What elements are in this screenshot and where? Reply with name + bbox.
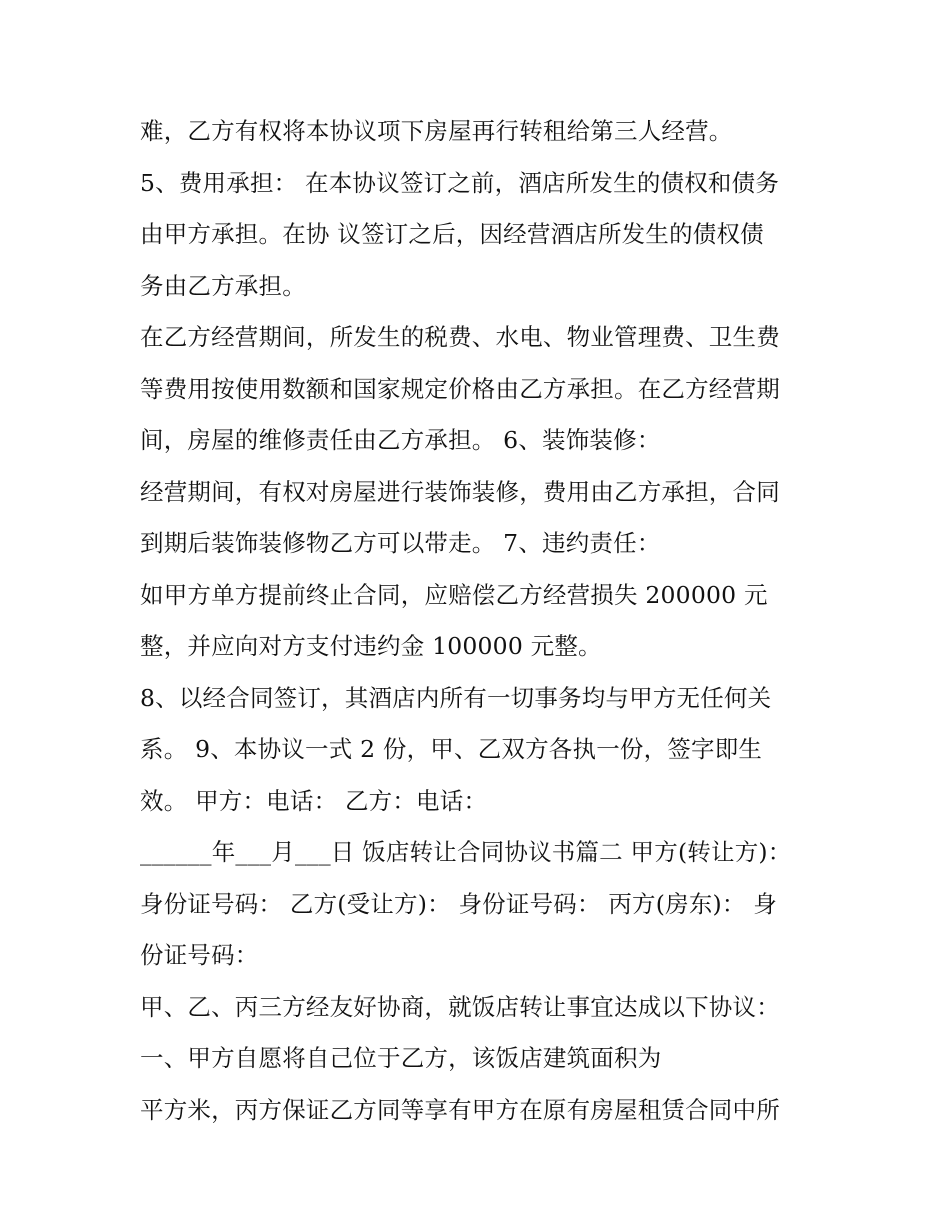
text-line: 难，乙方有权将本协议项下房屋再行转租给第三人经营。 <box>140 117 733 145</box>
text-line: 由甲方承担。在协 议签订之后，因经营酒店所发生的债权债 <box>140 220 764 248</box>
text-line: 整，并应向对方支付违约金 100000 元整。 <box>140 632 602 660</box>
text-line: 在乙方经营期间，所发生的税费、水电、物业管理费、卫生费 <box>140 323 780 351</box>
text-line: 甲、乙、丙三方经友好协商，就饭店转让事宜达成以下协议： <box>140 992 780 1021</box>
text-line: 如甲方单方提前终止合同，应赔偿乙方经营损失 200000 元 <box>140 580 768 609</box>
contract-text <box>140 106 830 1136</box>
text-line: 一、甲方自愿将自己位于乙方，该饭店建筑面积为 <box>140 1044 662 1072</box>
text-line: 间，房屋的维修责任由乙方承担。 6、装饰装修： <box>140 426 661 454</box>
text-line: 到期后装饰装修物乙方可以带走。 7、违约责任： <box>140 529 661 557</box>
text-line: 平方米，丙方保证乙方同等享有甲方在原有房屋租赁合同中所 <box>140 1095 780 1124</box>
text-line: 等费用按使用数额和国家规定价格由乙方承担。在乙方经营期 <box>140 374 780 403</box>
text-line: 份证号码： <box>140 941 259 969</box>
text-line: 8、以经合同签订，其酒店内所有一切事务均与甲方无任何关 <box>140 683 772 712</box>
text-line: 务由乙方承担。 <box>140 271 306 300</box>
text-line: ______年___月___日 饭店转让合同协议书篇二 甲方(转让方)： <box>140 838 792 866</box>
text-line: 5、费用承担： 在本协议签订之前，酒店所发生的债权和债务 <box>140 168 780 197</box>
text-line: 经营期间，有权对房屋进行装饰装修，费用由乙方承担，合同 <box>140 477 780 506</box>
text-line: 效。 甲方：电话： 乙方：电话： <box>140 786 488 815</box>
text-line: 系。 9、本协议一式 2 份，甲、乙双方各执一份，签字即生 <box>140 735 763 763</box>
text-line: 身份证号码： 乙方(受让方)： 身份证号码： 丙方(房东)： 身 <box>140 889 777 918</box>
